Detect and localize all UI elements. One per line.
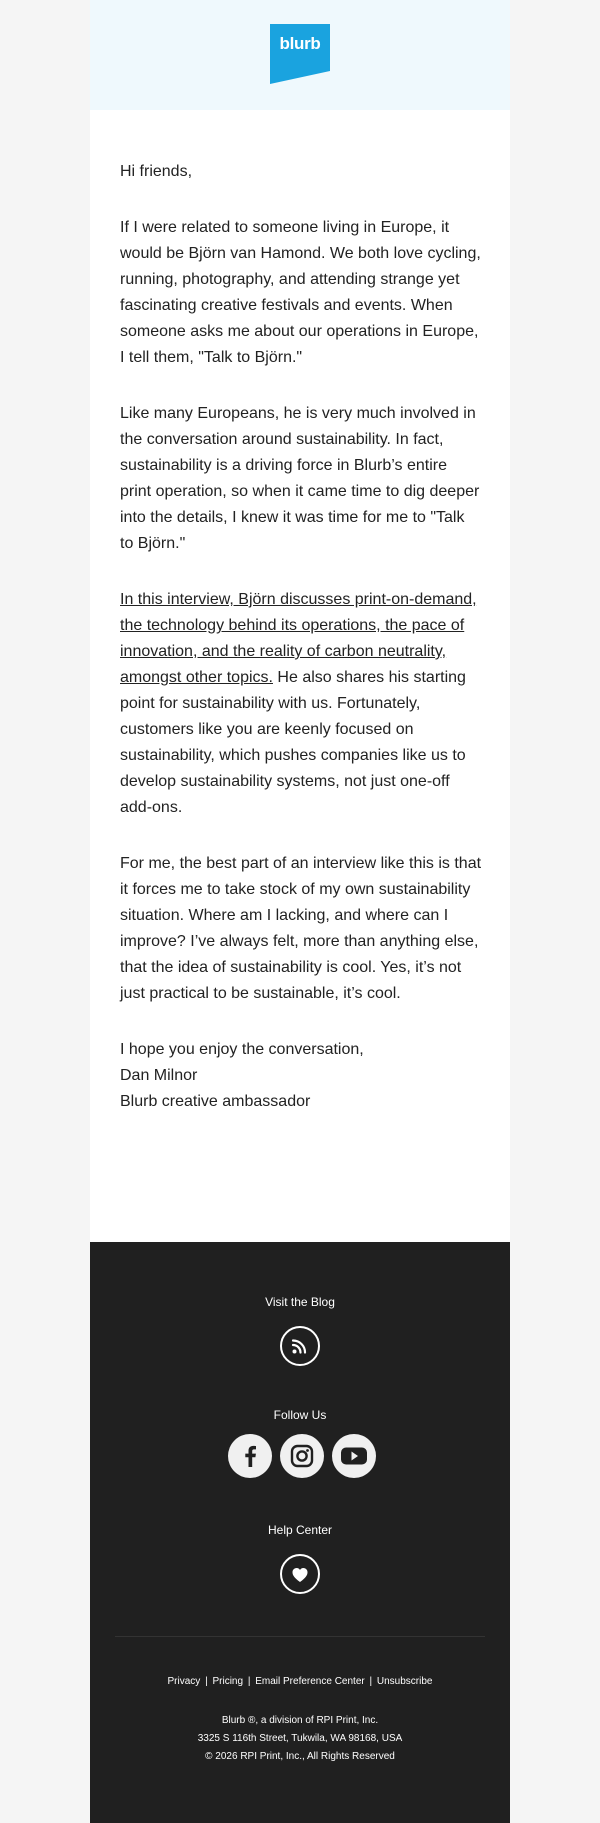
signature-title: Blurb creative ambassador xyxy=(120,1093,311,1110)
signature-name: Dan Milnor xyxy=(120,1067,198,1084)
blurb-logo-text: blurb xyxy=(279,34,321,53)
pricing-link[interactable]: Pricing xyxy=(212,1676,244,1687)
blog-heading: Visit the Blog xyxy=(265,1295,335,1309)
blurb-logo-shape xyxy=(270,24,330,84)
facebook-icon[interactable] xyxy=(228,1434,272,1478)
follow-heading: Follow Us xyxy=(273,1408,327,1422)
company-name: Blurb ®, a division of RPI Print, Inc. xyxy=(221,1715,379,1726)
paragraph-4: For me, the best part of an interview like this is that it forces me to take stock of my own sustainability situation. Where am I lacking, and where can I improve? I’ve always felt, more than anything else, that the idea of sustainability is cool. Yes, it’s not just practical to be sustainable, it’s cool. xyxy=(120,855,482,1002)
heart-icon[interactable] xyxy=(280,1554,320,1594)
link-separator: | xyxy=(205,1676,208,1687)
paragraph-1: If I were related to someone living in Europe, it would be Björn van Hamond. We both love cycling, running, photography, and attending strange yet fascinating creative festivals and events. When someone asks me about our operations in Europe, I tell them, "Talk to Björn." xyxy=(120,219,481,366)
company-address xyxy=(90,1712,510,1766)
paragraph-3 xyxy=(120,587,482,821)
street-address: 3325 S 116th Street, Tukwila, WA 98168, USA xyxy=(197,1733,403,1744)
copyright: © 2026 RPI Print, Inc., All Rights Reserved xyxy=(205,1751,395,1762)
footer-divider xyxy=(115,1636,485,1637)
help-heading: Help Center xyxy=(267,1523,333,1537)
rss-icon[interactable] xyxy=(280,1326,320,1366)
youtube-icon[interactable] xyxy=(332,1434,376,1478)
email-footer xyxy=(90,1242,510,1823)
instagram-icon[interactable] xyxy=(280,1434,324,1478)
email-preferences-link[interactable]: Email Preference Center xyxy=(255,1676,365,1687)
email-header xyxy=(90,0,510,110)
email-container xyxy=(90,0,510,1823)
letter-body xyxy=(120,159,482,1145)
greeting: Hi friends, xyxy=(120,163,193,180)
privacy-link[interactable]: Privacy xyxy=(167,1676,201,1687)
interview-link[interactable]: In this interview, Björn discusses print-on-demand, the technology behind its operations, the pace of innovation, and the reality of carbon neutrality, amongst other topics. xyxy=(120,591,477,686)
signature-block xyxy=(120,1037,482,1115)
link-separator: | xyxy=(247,1676,251,1687)
link-separator: | xyxy=(369,1676,373,1687)
paragraph-2: Like many Europeans, he is very much involved in the conversation around sustainability. In fact, sustainability is a driving force in Blurb’s entire print operation, so when it came time to dig deeper into the details, I knew it was time for me to "Talk to Björn." xyxy=(120,405,480,552)
footer-links xyxy=(90,1676,510,1687)
blurb-logo[interactable] xyxy=(270,24,330,84)
paragraph-3-rest: He also shares his starting point for sustainability with us. Fortunately, customers like you are keenly focused on sustainability, which pushes companies like us to develop sustainability systems, not just one-off add-ons. xyxy=(120,669,466,816)
closing-line: I hope you enjoy the conversation, xyxy=(120,1041,364,1058)
unsubscribe-link[interactable]: Unsubscribe xyxy=(376,1676,433,1687)
